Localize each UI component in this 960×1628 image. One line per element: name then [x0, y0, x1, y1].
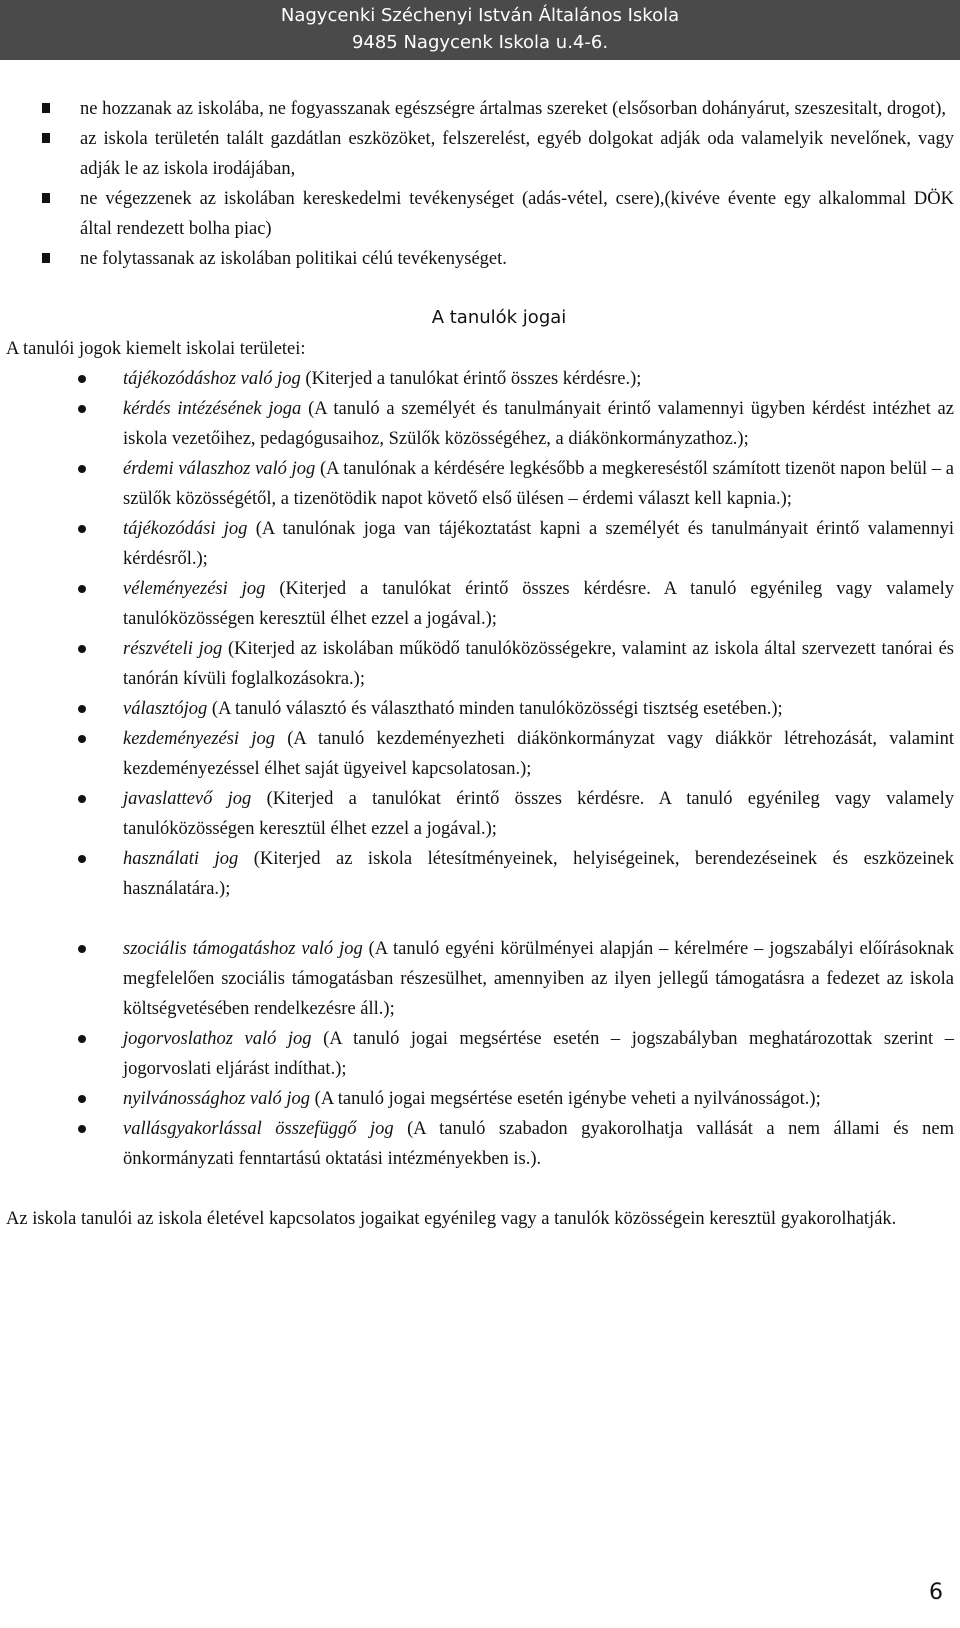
round-bullet-icon: [78, 465, 86, 473]
list-item: [0, 394, 960, 454]
round-bullet-icon: [78, 1095, 86, 1103]
list-item: [0, 694, 960, 724]
list-item: [0, 934, 960, 1024]
header-school-name: Nagycenki Széchenyi István Általános Iskola: [280, 5, 680, 26]
round-bullet-icon: [78, 405, 86, 413]
list-item: [0, 634, 960, 694]
page-number: 6: [929, 1580, 943, 1605]
section-intro: A tanulói jogok kiemelt iskolai területei:: [6, 339, 306, 359]
list-item: [0, 514, 960, 574]
right-description: (A tanuló egyéni körülményei alapján – kérelmére – jogszabályi előírásoknak megfelelően szociális támogatásban részesülhet, amennyiben az ilyen jellegű támogatásra a fedezet az iskola költségvetésében rendelkezésre áll.);: [123, 939, 954, 1019]
round-bullet-icon: [78, 1125, 86, 1133]
list-item: [0, 574, 960, 634]
list-item: ne hozzanak az iskolába, ne fogyasszanak egészségre ártalmas szereket (elsősorban dohányárut, szeszesitalt, drogot),: [0, 94, 960, 124]
right-description: (Kiterjed az iskola létesítményeinek, helyiségeinek, berendezéseinek és eszközeinek használatára.);: [123, 849, 954, 899]
round-bullet-icon: [78, 945, 86, 953]
right-term: érdemi válaszhoz való jog: [123, 459, 316, 479]
right-description: (Kiterjed a tanulókat érintő összes kérdésre. A tanuló egyénileg vagy valamely tanulóközösségen keresztül élhet ezzel a jogával.);: [123, 789, 954, 839]
list-item: [0, 1024, 960, 1084]
right-term: jogorvoslathoz való jog: [123, 1029, 312, 1049]
square-bullet-icon: [42, 193, 50, 203]
square-bullet-icon: [42, 103, 50, 113]
list-item: [0, 454, 960, 514]
list-item: [0, 844, 960, 904]
right-term: szociális támogatáshoz való jog: [123, 939, 363, 959]
page-header: [0, 0, 960, 60]
list-item: [0, 1084, 960, 1114]
round-bullet-icon: [78, 795, 86, 803]
round-bullet-icon: [78, 585, 86, 593]
round-bullet-icon: [78, 645, 86, 653]
right-term: nyilvánossághoz való jog: [123, 1089, 311, 1109]
right-description: (A tanuló kezdeményezheti diákönkormányzat vagy diákkör létrehozását, valamint kezdeményezéssel élhet saját ügyeivel kapcsolatosan.);: [123, 729, 955, 779]
list-item: [0, 784, 960, 844]
right-term: használati jog: [123, 849, 239, 869]
round-bullet-icon: [78, 375, 86, 383]
document-body: [0, 94, 960, 1234]
right-term: kérdés intézésének joga: [123, 399, 302, 419]
right-term: véleményezési jog: [123, 579, 266, 599]
right-description: (A tanulónak joga van tájékoztatást kapni a személyét és tanulmányait érintő valamennyi kérdésről.);: [123, 519, 954, 569]
square-bullet-icon: [42, 253, 50, 263]
round-bullet-icon: [78, 525, 86, 533]
right-description: (Kiterjed a tanulókat érintő összes kérdésre. A tanuló egyénileg vagy valamely tanulóközösségen keresztül élhet ezzel a jogával.);: [123, 579, 954, 629]
right-term: választójog: [123, 699, 208, 719]
list-item: az iskola területén talált gazdátlan eszközöket, felszerelést, egyéb dolgokat adják oda valamelyik nevelőnek, vagy adják le az iskola irodájában,: [0, 124, 960, 184]
right-description: (A tanuló jogai megsértése esetén igénybe veheti a nyilvánosságot.);: [310, 1089, 821, 1109]
right-description: (A tanuló a személyét és tanulmányait érintő valamennyi ügyben kérdést intézhet az iskola vezetőihez, pedagógusaihoz, Szülők közösségéhez, a diákönkormányzathoz.);: [123, 399, 954, 449]
rights-list: [0, 364, 960, 1174]
closing-paragraph: Az iskola tanulói az iskola életével kapcsolatos jogaikat egyénileg vagy a tanulók közösségein keresztül gyakorolhatják.: [6, 1209, 897, 1229]
right-term: részvételi jog: [123, 639, 223, 659]
list-item: [0, 724, 960, 784]
right-description: (Kiterjed a tanulókat érintő összes kérdésre.);: [300, 369, 642, 389]
round-bullet-icon: [78, 705, 86, 713]
right-description: (A tanuló szabadon gyakorolhatja vallását a nem állami és nem önkormányzati fenntartású oktatási intézményekben is.).: [123, 1119, 954, 1169]
right-term: tájékozódási jog: [123, 519, 248, 539]
round-bullet-icon: [78, 1035, 86, 1043]
right-description: (Kiterjed az iskolában működő tanulóközösségekre, valamint az iskola által szervezett tanórai és tanórán kívüli foglalkozásokra.);: [123, 639, 954, 689]
section-title: A tanulók jogai: [431, 307, 567, 328]
right-term: vallásgyakorlással összefüggő jog: [123, 1119, 394, 1139]
right-description: (A tanuló jogai megsértése esetén – jogszabályban meghatározottak szerint – jogorvoslati eljárást indíthat.);: [123, 1029, 954, 1079]
right-term: javaslattevő jog: [123, 789, 252, 809]
square-bullet-icon: [42, 133, 50, 143]
list-item: ne folytassanak az iskolában politikai célú tevékenységet.: [0, 244, 960, 274]
right-description: (A tanulónak a kérdésére legkésőbb a megkereséstől számított tizenöt napon belül – a szülők közösségétől, a tizenötödik napot követő első ülésen – érdemi választ kell kapnia.);: [123, 459, 954, 509]
right-description: (A tanuló választó és választható minden tanulóközösségi tisztség esetében.);: [207, 699, 783, 719]
round-bullet-icon: [78, 735, 86, 743]
header-school-address: 9485 Nagycenk Iskola u.4-6.: [351, 32, 609, 53]
list-item: [0, 1114, 960, 1174]
right-term: tájékozódáshoz való jog: [123, 369, 301, 389]
prohibition-list: [0, 94, 960, 274]
right-term: kezdeményezési jog: [123, 729, 275, 749]
list-item: ne végezzenek az iskolában kereskedelmi tevékenységet (adás-vétel, csere),(kivéve évente egy alkalommal DÖK által rendezett bolha piac): [0, 184, 960, 244]
round-bullet-icon: [78, 855, 86, 863]
list-item: [0, 364, 960, 394]
